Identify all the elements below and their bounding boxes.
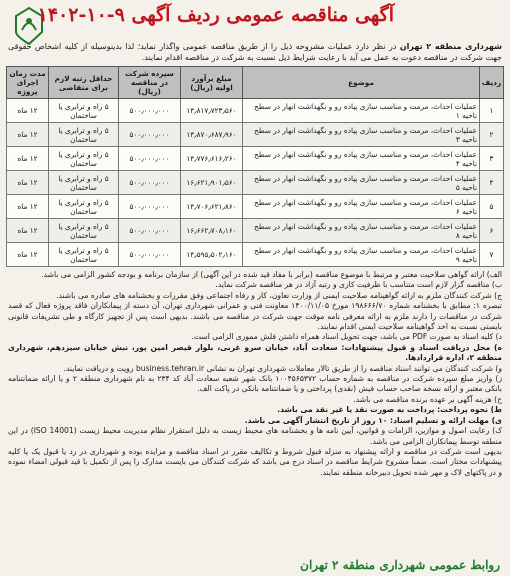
cell-subject: عملیات احداث، مرمت و مناسب سازی پیاده رو و نگهداشت انهار در سطح ناحیه ۵ [243, 171, 480, 195]
table-row [7, 219, 504, 243]
condition-item: ز) واریز مبلغ سپرده شرکت در مناقصه به شماره حساب ۱۰۰۴۵۶۵۳۷۲ بانک شهر شعبه سعادت آباد کد ۲۳۴ به نام شهرداری منطقه ۲ و یا ارائه ضمانتنامه بانکی معتبر و ارائه نسخه صاحب حساب فیش (نقدی) پرداختی و یا ضمانتنامه بانکی در پاکت الف. [8, 374, 502, 394]
cell-min-grade: ۵ راه و ترابری یا ساختمان [49, 147, 119, 171]
cell-duration: ۱۲ ماه [7, 195, 49, 219]
tender-table [6, 66, 504, 267]
table-row [7, 147, 504, 171]
column-header-min-grade: حداقل رتبه لازم برای متقاضی [49, 67, 119, 99]
column-header-row-number: ردیف [480, 67, 504, 99]
condition-item: ط) نحوه پرداخت: پرداخت به صورت نقد یا غیر نقد می باشد. [277, 405, 502, 415]
cell-row-number: ۱ [480, 99, 504, 123]
table-row [7, 99, 504, 123]
cell-subject: عملیات احداث، مرمت و مناسب سازی پیاده رو و نگهداشت انهار در سطح ناحیه ۱ [243, 99, 480, 123]
table-row [7, 171, 504, 195]
intro-lead: شهرداری منطقه ۲ تهران [399, 42, 502, 51]
cell-deposit: ۵۰۰٫۰۰۰٫۰۰۰ [119, 147, 181, 171]
condition-item: ک) رعایت اصول و موازین، الزامات و قوانین، آیین نامه ها و بخشنامه های محیط زیست به دلیل استقرار نظام مدیریت محیط زیست (ISO 14001) در این منطقه توسط پیمانکاران الزامی می باشد. [8, 426, 503, 446]
cell-min-grade: ۵ راه و ترابری یا ساختمان [49, 123, 119, 147]
cell-row-number: ۶ [480, 219, 504, 243]
column-header-deposit: سپرده شرکت در مناقصه (ریال) [119, 67, 181, 99]
column-header-duration: مدت زمان اجرای پروژه [7, 67, 49, 99]
cell-duration: ۱۲ ماه [7, 219, 49, 243]
cell-min-grade: ۵ راه و ترابری یا ساختمان [49, 171, 119, 195]
cell-subject: عملیات احداث، مرمت و مناسب سازی پیاده رو و نگهداشت انهار در سطح ناحیه ۹ [243, 243, 480, 267]
table-row [7, 123, 504, 147]
cell-duration: ۱۲ ماه [7, 123, 49, 147]
condition-item: ح) هزینه آگهی بر عهده برنده مناقصه می باشد. [353, 394, 502, 404]
cell-estimate: ۱۶٫۶۲۱٫۹۰۱٫۵۶۰ [181, 171, 243, 195]
cell-min-grade: ۵ راه و ترابری یا ساختمان [49, 243, 119, 267]
cell-duration: ۱۲ ماه [7, 147, 49, 171]
condition-item: ی) مهلت ارائه و تسلیم اسناد: ۱۰ روز از تاریخ انتشار آگهی می باشد. [244, 415, 502, 425]
conditions-list [6, 270, 504, 478]
cell-estimate: ۱۶٫۶۶۲٫۷۰۸٫۱۶۰ [181, 219, 243, 243]
table-header-row [7, 67, 504, 99]
cell-deposit: ۵۰۰٫۰۰۰٫۰۰۰ [119, 219, 181, 243]
cell-row-number: ۲ [480, 123, 504, 147]
condition-item: و) شرکت کنندگان می توانند اسناد مناقصه را از طریق تالار معاملات شهرداری تهران به نشانی business.tehran.ir رویت و دریافت نمایند. [63, 363, 502, 373]
condition-item: ب) مناقصه گزار لازم است متناسب با ظرفیت کاری و رتبه آزاد در هر مناقصه شرکت نماید. [215, 280, 502, 290]
table-row [7, 243, 504, 267]
cell-row-number: ۳ [480, 147, 504, 171]
cell-min-grade: ۵ راه و ترابری یا ساختمان [49, 195, 119, 219]
cell-min-grade: ۵ راه و ترابری یا ساختمان [49, 219, 119, 243]
cell-deposit: ۵۰۰٫۰۰۰٫۰۰۰ [119, 99, 181, 123]
cell-duration: ۱۲ ماه [7, 99, 49, 123]
public-relations-signature: روابط عمومی شهرداری منطقه ۲ تهران [300, 558, 500, 572]
cell-duration: ۱۲ ماه [7, 171, 49, 195]
cell-subject: عملیات احداث، مرمت و مناسب سازی پیاده رو و نگهداشت انهار در سطح ناحیه ۳ [243, 123, 480, 147]
condition-item: ه) محل دریافت اسناد و قبول پیشنهادات: سعادت آباد، خیابان سرو غربی، بلوار قیصر امین پور، نبش خیابان سیزدهم، شهرداری منطقه ۲، اداره قراردادها. [8, 342, 502, 363]
cell-deposit: ۵۰۰٫۰۰۰٫۰۰۰ [119, 195, 181, 219]
cell-row-number: ۵ [480, 195, 504, 219]
cell-subject: عملیات احداث، مرمت و مناسب سازی پیاده رو و نگهداشت انهار در سطح ناحیه ۶ [243, 195, 480, 219]
table-row [7, 195, 504, 219]
column-header-estimate: مبلغ برآورد اولیه (ریال) [181, 67, 243, 99]
notice-header [6, 4, 504, 48]
cell-estimate: ۱۴٫۷۰۶٫۶۲۱٫۸۶۰ [181, 195, 243, 219]
cell-subject: عملیات احداث، مرمت و مناسب سازی پیاده رو و نگهداشت انهار در سطح ناحیه ۸ [243, 219, 480, 243]
cell-row-number: ۴ [480, 171, 504, 195]
cell-estimate: ۱۴٫۷۷۶٫۶۱۶٫۲۶۰ [181, 147, 243, 171]
closing-paragraph: بدیهی است شرکت در مناقصه و ارائه پیشنهاد به منزله قبول شروط و تکالیف مقرر در اسناد مناقصه و مزایده بوده و شهرداری در رد یا قبول یک یا کلیه پیشنهادات مختار است. ضمناً مشروح شرایط مناقصه در اسناد درج می باشد که شرکت کنندگان می بایست مدارک را پس از تکمیل با قید قبولی امضاء نموده و در پاکتهای لاک و مهر شده تحویل دبیرخانه منطقه نمایند. [8, 446, 502, 477]
cell-deposit: ۵۰۰٫۰۰۰٫۰۰۰ [119, 123, 181, 147]
cell-min-grade: ۵ راه و ترابری یا ساختمان [49, 99, 119, 123]
notice-title: آگهی مناقصه عمومی ردیف آگهی ۹-۱۰-۱۴۰۲ [37, 4, 394, 26]
cell-deposit: ۵۰۰٫۰۰۰٫۰۰۰ [119, 171, 181, 195]
cell-subject: عملیات احداث، مرمت و مناسب سازی پیاده رو و نگهداشت انهار در سطح ناحیه ۴ [243, 147, 480, 171]
cell-estimate: ۱۴٫۵۹۵٫۵۰۲٫۱۶۰ [181, 243, 243, 267]
condition-item: الف) ارائه گواهی صلاحیت معتبر و مرتبط با موضوع مناقصه (برابر با مفاد قید شده در این آگهی) از سازمان برنامه و بودجه کشور الزامی می باشد. [41, 270, 502, 279]
cell-deposit: ۵۰۰٫۰۰۰٫۰۰۰ [119, 243, 181, 267]
condition-item: د) کلیه اسناد به صورت PDF می باشد، جهت تحویل اسناد همراه داشتن فلش مموری الزامی است. [191, 332, 502, 342]
cell-estimate: ۱۴٫۸۷۰٫۶۸۷٫۹۶۰ [181, 123, 243, 147]
intro-text: در نظر دارد عملیات مشروحه ذیل را از طریق مناقصه عمومی واگذار نماید؛ لذا بدینوسیله از کلیه اشخاص حقوقی جهت شرکت در مناقصه دعوت به عمل می آید با رعایت شرایط ذیل نسبت به شرکت در مناقصه اقدام نمایند. [8, 42, 502, 62]
condition-item: ج) شرکت کنندگان ملزم به ارائه گواهینامه صلاحیت ایمنی از وزارت تعاون، کار و رفاه اجتماعی وفق مقررات و بخشنامه های صادره می باشند. [56, 290, 502, 300]
cell-row-number: ۷ [480, 243, 504, 267]
column-header-subject: موضوع [243, 67, 480, 99]
cell-estimate: ۱۴٫۸۱۷٫۷۲۳٫۵۶۰ [181, 99, 243, 123]
cell-duration: ۱۲ ماه [7, 243, 49, 267]
condition-item: تبصره ۱: مطابق با بخشنامه شماره ۱۹۸۶۶۶/۷۰ مورخ ۱۴۰۰/۱۱/۰۵ معاونت فنی و عمرانی شهرداری تهران، آن دسته از پیمانکاران فاقد پروژه فعال که قصد شرکت در مناقصات را دارند ملزم به ارائه معرفی نامه موقت جهت شرکت در مناقصه می باشند. بدیهی است پس از تجهیز کارگاه و طی تشریفات قانونی بایستی نسبت به اخذ گواهینامه صلاحیت ایمنی اقدام نمایند. [8, 301, 503, 332]
